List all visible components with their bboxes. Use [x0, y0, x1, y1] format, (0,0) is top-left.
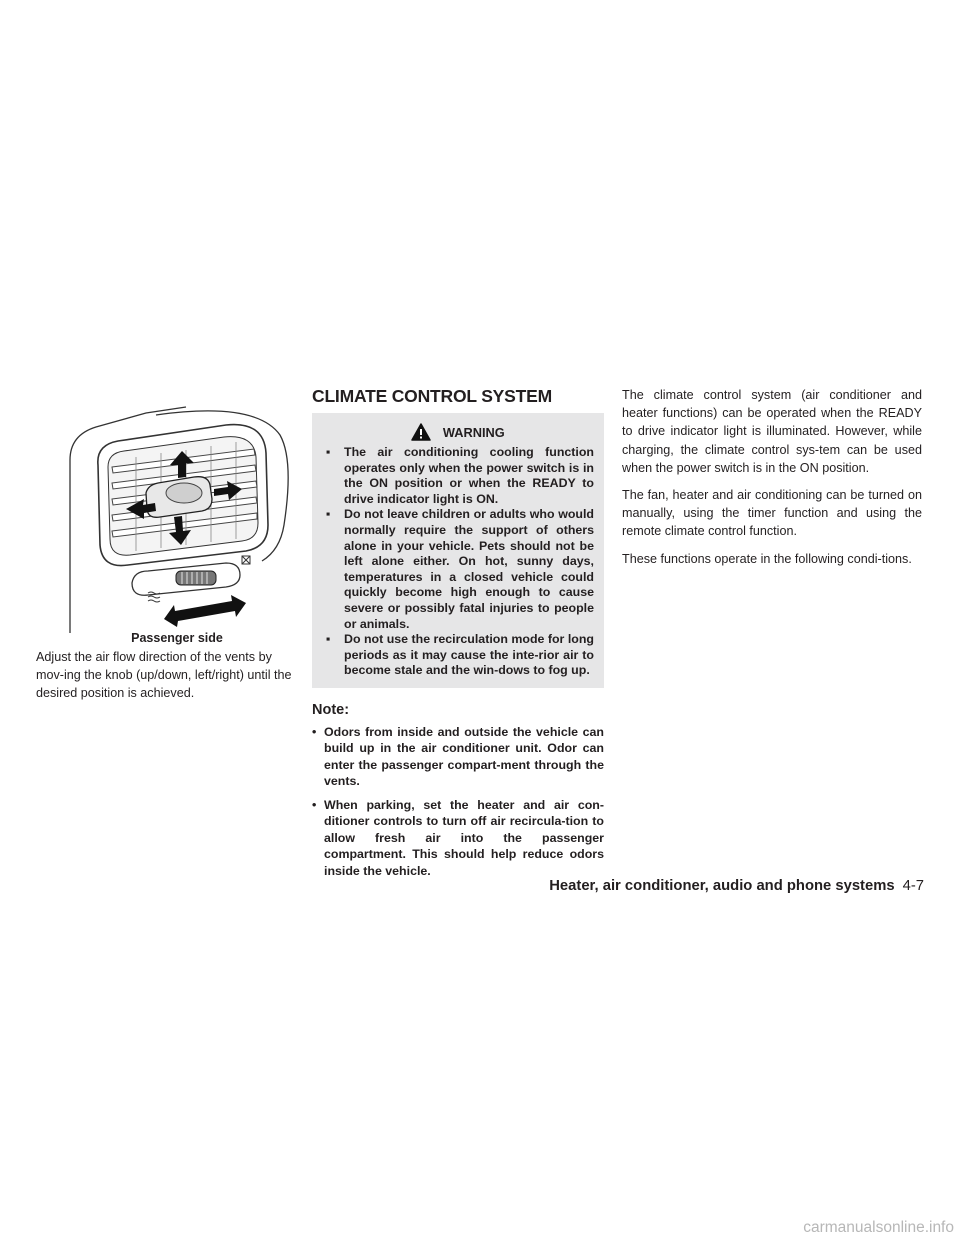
- warning-triangle-icon: [411, 423, 431, 441]
- right-column: [622, 386, 922, 577]
- note-list: [312, 724, 604, 880]
- warning-item: ▪ The air conditioning cooling function operates only when the power switch is in the ON position or when the READY to drive indicator light is ON.: [326, 445, 594, 506]
- note-title: Note:: [312, 701, 350, 718]
- left-column: [36, 405, 298, 712]
- warning-item: ▪ Do not use the recirculation mode for long periods as it may cause the inte-rior air to become stale and the win-dows to fog up.: [326, 632, 594, 678]
- warning-box: [312, 413, 604, 688]
- middle-column: [312, 386, 604, 886]
- chapter-title: Heater, air conditioner, audio and phone systems: [549, 878, 895, 894]
- vent-illustration: [36, 405, 298, 633]
- page-number: 4-7: [902, 878, 924, 894]
- figure-caption: Passenger side: [131, 631, 223, 645]
- warning-heading: [322, 423, 594, 441]
- note-item: • When parking, set the heater and air con-ditioner controls to turn off air recircula-tion to allow fresh air into the passenger compartment. This should help reduce odors inside the vehicle.: [312, 797, 604, 878]
- page-footer: [549, 878, 924, 894]
- section-title: CLIMATE CONTROL SYSTEM: [312, 386, 552, 406]
- paragraph: The climate control system (air conditioner and heater functions) can be operated when the READY to drive indicator light is illuminated. However, while charging, the climate control sys-tem can be used when the power switch is in the ON position.: [622, 388, 922, 475]
- warning-item: ▪ Do not leave children or adults who would normally require the support of others alone in your vehicle. Pets should not be left alone either. On hot, sunny days, temperatures in a closed vehicle could quickly become high enough to cause severe or possibly fatal injuries to people or animals.: [326, 507, 594, 631]
- paragraph: These functions operate in the following condi-tions.: [622, 551, 912, 566]
- paragraph: The fan, heater and air conditioning can be turned on manually, using the timer function and using the remote climate control function.: [622, 488, 922, 539]
- note-item: • Odors from inside and outside the vehicle can build up in the air conditioner unit. Odor can enter the passenger compart-ment through the vents.: [312, 724, 604, 789]
- warning-list: [322, 445, 594, 679]
- watermark: carmanualsonline.info: [803, 1219, 954, 1236]
- passenger-vent-diagram: [36, 405, 298, 633]
- warning-label: WARNING: [442, 425, 505, 440]
- vent-adjust-text: Adjust the air flow direction of the vents by mov-ing the knob (up/down, left/right) until the desired position is achieved.: [36, 650, 292, 701]
